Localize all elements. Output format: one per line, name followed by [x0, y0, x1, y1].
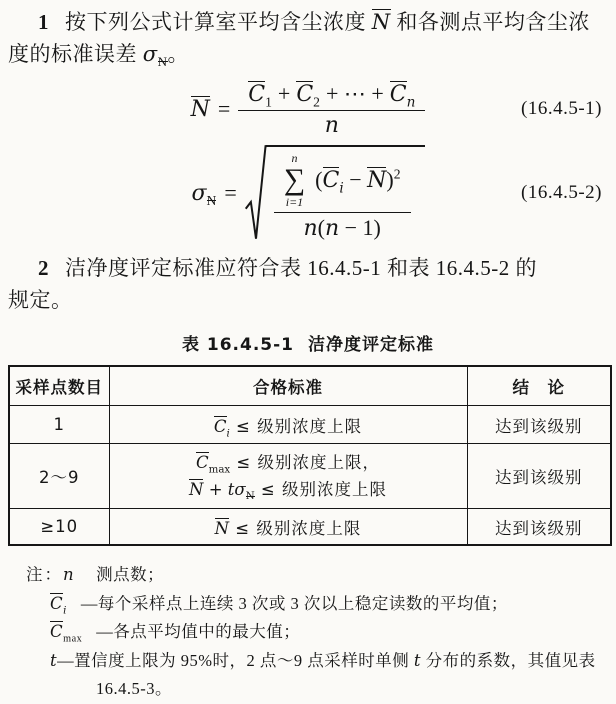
note1-n-var: n — [63, 565, 75, 584]
equation-16-4-5-1 — [8, 78, 608, 140]
para2-text-2: 规定。 — [8, 288, 73, 312]
row2-cbar-max-sub: max — [208, 464, 231, 476]
row3-points-cell: ≥10 — [9, 509, 109, 546]
fraction-1-numerator — [238, 81, 425, 111]
note3-cbar: C — [50, 622, 64, 641]
table-caption-label: 表 16.4.5-1 — [181, 335, 295, 355]
radical-sign-icon — [245, 145, 267, 242]
table-row-3 — [9, 509, 611, 546]
header-pass-criteria: 合格标准 — [109, 366, 467, 406]
note-3 — [26, 618, 608, 647]
row1-condition: ≤ 级别浓度上限 — [229, 416, 363, 436]
table-caption — [8, 330, 608, 355]
sigma-subscript-nbar: N — [157, 54, 168, 70]
note2-cbar: C — [50, 593, 64, 613]
para1-text-1: 按下列公式计算室平均含尘浓度 — [65, 10, 372, 34]
table-row-1 — [9, 406, 611, 444]
note3-cbar-sub: max — [63, 633, 83, 645]
note-label: 注： — [26, 565, 63, 584]
radicand — [266, 145, 425, 242]
note-2 — [26, 590, 608, 619]
para1-text-2: 和各测点平均含尘浓 — [390, 10, 590, 34]
paragraph-2-line-2 — [8, 284, 608, 316]
equation-1-number: (16.4.5-1) — [521, 98, 602, 119]
para2-text-1: 洁净度评定标准应符合表 16.4.5-1 和表 16.4.5-2 的 — [65, 256, 537, 280]
paragraph-1-line-1 — [8, 6, 608, 38]
summation — [284, 152, 305, 210]
fraction-1-denominator: n — [324, 112, 339, 138]
note4-table-ref: 16.4.5-3。 — [96, 679, 172, 698]
note4-text-1: —置信度上限为 95%时，2 点～9 点采样时单侧 — [57, 650, 414, 670]
cdots-op: + ⋯ + — [325, 80, 384, 106]
row1-criteria-cell — [109, 406, 467, 444]
row2-result-cell: 达到该级别 — [467, 444, 611, 509]
header-conclusion: 结 论 — [467, 366, 611, 406]
sigma-lhs-subscript: N — [206, 193, 217, 209]
row2-sigma: σ — [234, 480, 246, 499]
item-number-1: 1 — [38, 10, 49, 34]
den-n1: n — [303, 216, 318, 242]
row2-criteria-line-1 — [114, 449, 463, 476]
row2-condition-2: ≤ 级别浓度上限 — [254, 480, 387, 499]
fraction-2-denominator — [303, 213, 380, 241]
table-row-2 — [9, 444, 611, 509]
fraction-2 — [274, 152, 411, 242]
cbar-n-subscript: n — [406, 93, 416, 110]
item-number-2: 2 — [38, 256, 49, 280]
note3-text: —各点平均值中的最大值； — [96, 622, 301, 641]
row2-points-cell: 2～9 — [9, 444, 109, 509]
close-paren: ) — [386, 167, 394, 193]
paragraph-1 — [8, 6, 608, 70]
equation-16-4-5-2 — [8, 142, 608, 244]
sigma-lhs: σ — [191, 180, 207, 206]
square-exponent: 2 — [393, 167, 401, 183]
equals-sign-2: = — [224, 179, 237, 205]
cbar-1-subscript: 1 — [265, 93, 272, 109]
paragraph-2 — [8, 252, 608, 316]
den-n2: n — [324, 216, 340, 242]
row3-condition: ≤ 级别浓度上限 — [229, 518, 362, 538]
den-open-paren: ( — [317, 215, 325, 241]
row2-t: t — [227, 480, 235, 499]
minus-op: − — [343, 167, 368, 193]
row3-nbar: N — [214, 518, 230, 538]
row2-criteria-cell — [109, 444, 467, 509]
cbar-2: C — [296, 81, 314, 107]
cbar-i-subscript: i — [339, 180, 344, 197]
header-sampling-points: 采样点数目 — [9, 366, 109, 406]
sigma-symbol: σ — [142, 42, 158, 66]
para1-text-4: 。 — [167, 42, 189, 66]
den-rest: − 1) — [339, 215, 381, 241]
row1-points-cell: 1 — [9, 406, 109, 444]
summand — [315, 167, 401, 197]
cbar-1: C — [248, 81, 266, 107]
note1-text: 测点数； — [96, 565, 165, 584]
note2-cbar-sub: i — [63, 604, 67, 616]
cbar-2-subscript: 2 — [313, 93, 320, 109]
row2-nbar: N — [189, 480, 204, 499]
cleanliness-evaluation-table — [8, 365, 612, 546]
row3-result-cell: 达到该级别 — [467, 509, 611, 546]
square-root — [245, 145, 425, 242]
sigma-sum-icon: ∑ — [283, 162, 306, 196]
note2-text: —每个采样点上连续 3 次或 3 次以上稳定读数的平均值； — [80, 593, 508, 613]
note4-t-var: t — [50, 650, 58, 670]
equation-2-number: (16.4.5-2) — [521, 182, 602, 203]
cbar-n: C — [389, 81, 407, 107]
note-1 — [26, 561, 608, 590]
equation-1-math — [191, 81, 426, 138]
row3-criteria-cell — [109, 509, 467, 546]
fraction-1 — [238, 81, 425, 138]
row2-condition-1: ≤ 级别浓度上限， — [230, 453, 380, 472]
open-paren: ( — [315, 167, 323, 193]
paragraph-1-line-2 — [8, 38, 608, 70]
plus-op-1: + — [277, 80, 291, 106]
equals-sign: = — [217, 96, 231, 121]
note-4-line-2 — [26, 675, 608, 704]
row2-sigma-sub: N — [245, 491, 255, 503]
row2-plus: + — [208, 480, 223, 499]
fraction-2-numerator — [274, 152, 411, 214]
para1-text-3: 度的标准误差 — [8, 42, 143, 66]
note4-t-var-2: t — [413, 650, 422, 670]
nbar-in-sum: N — [367, 168, 387, 194]
paragraph-2-line-1 — [8, 252, 608, 284]
table-notes — [8, 561, 608, 704]
nbar-symbol: N — [371, 10, 391, 34]
table-header-row — [9, 366, 611, 406]
row2-cbar-max: C — [196, 453, 209, 472]
summation-lower-limit: i=1 — [285, 194, 304, 209]
row1-cbar: C — [213, 416, 227, 436]
table-caption-title: 洁净度评定标准 — [308, 335, 435, 355]
row1-result-cell: 达到该级别 — [467, 406, 611, 444]
row1-cbar-sub: i — [226, 427, 230, 439]
nbar-lhs: N — [190, 97, 210, 123]
note-4-line-1 — [26, 647, 608, 676]
equation-2-math — [191, 145, 424, 242]
summation-upper-limit: n — [291, 150, 298, 165]
cbar-i: C — [322, 168, 340, 194]
note4-text-2: 分布的系数，其值见表 — [421, 650, 596, 670]
row2-criteria-line-2 — [114, 476, 463, 503]
